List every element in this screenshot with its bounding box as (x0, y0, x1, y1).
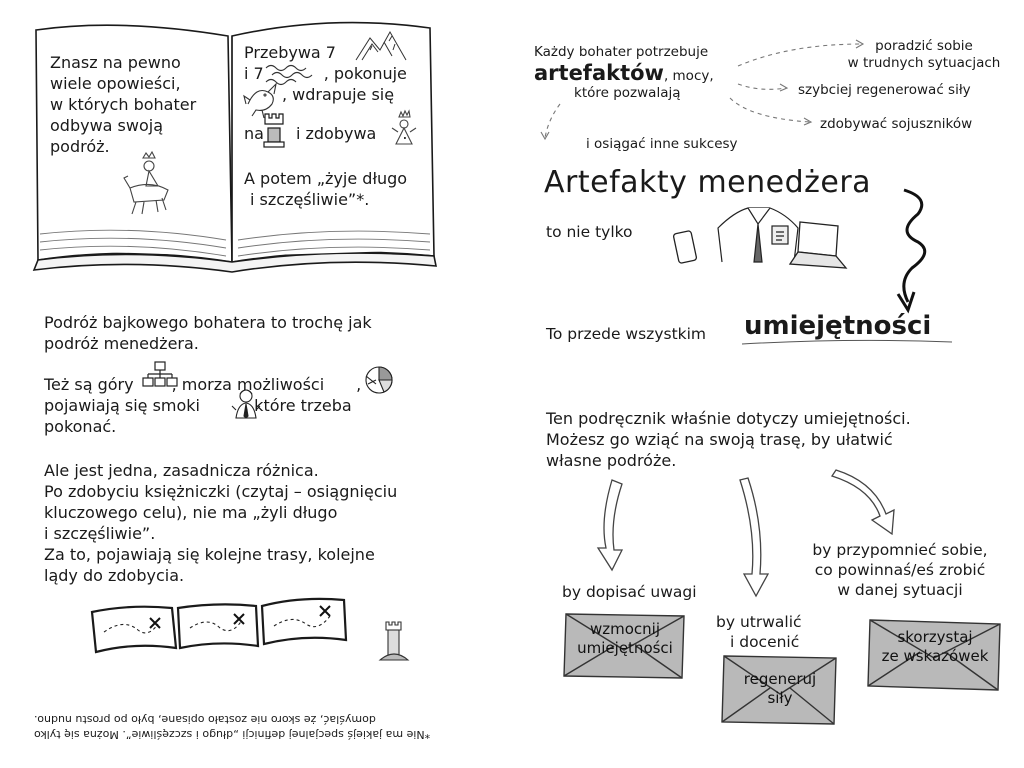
text-line: Za to, pojawiają się kolejne trasy, kolejne (44, 545, 375, 564)
text-line: Podróż bajkowego bohatera to trochę jak (44, 313, 372, 332)
text-line: i szczęśliwie”. (44, 524, 156, 543)
text-line: podróż menedżera. (44, 334, 199, 353)
text-line: wiele opowieści, (50, 74, 181, 93)
text-span: , (356, 375, 362, 394)
text-line: i szczęśliwie”*. (250, 190, 370, 209)
text-line: ze wskazówek (881, 647, 989, 665)
text-span: Też są góry (44, 375, 134, 394)
text-line: własne podróże. (546, 451, 677, 470)
benefit-2: szybciej regenerować siły (798, 82, 971, 98)
text-line: w danej sytuacji (837, 581, 963, 599)
text-line: podróż. (50, 137, 110, 156)
text-line (244, 84, 424, 105)
text-line: Każdy bohater potrzebuje (534, 44, 709, 60)
text-line (534, 61, 754, 85)
text-line: odbywa swoją (50, 116, 164, 135)
text-line: by utrwalić (716, 613, 802, 631)
text-line: Po zdobyciu księżniczki (czytaj – osiągnięciu (44, 482, 398, 501)
benefit-1 (834, 38, 1014, 72)
text-span: . (402, 124, 408, 143)
text-line: i docenić (730, 633, 800, 651)
heading-artefakty-menedzera: Artefakty menedżera (544, 165, 872, 200)
envelope-label-3 (870, 628, 1000, 666)
text-span: , morza możliwości (171, 375, 325, 394)
text-line: Przebywa 7 (244, 43, 336, 62)
text-line (244, 123, 424, 144)
text-line: A potem „żyje długo (244, 169, 408, 188)
text-line (44, 395, 444, 416)
text-line: siły (767, 689, 793, 707)
text-span: i 7 (244, 64, 264, 83)
text-span: pojawiają się smoki (44, 396, 200, 415)
text-span: i zdobywa (295, 124, 377, 143)
handbook-paragraph (546, 408, 986, 471)
text-line: w trudnych sytuacjach (847, 55, 1001, 71)
text-line (44, 374, 444, 395)
phone-icon (673, 230, 697, 263)
squiggle-arrow-icon (898, 190, 925, 310)
paragraph-3 (44, 460, 444, 586)
text-line: Ten podręcznik właśnie dotyczy umiejętności. (546, 409, 911, 428)
emphasis-skills: umiejętności (744, 311, 932, 341)
paragraph-2 (44, 374, 444, 437)
text-line: by przypomnieć sobie, (812, 541, 988, 559)
text-line: wzmocnij (589, 620, 661, 638)
benefit-3: zdobywać sojuszników (820, 116, 973, 132)
text-line: Znasz na pewno (50, 53, 181, 72)
book-right-text (244, 42, 424, 210)
branch-label-2 (716, 612, 802, 652)
text-line: regeneruj (743, 670, 817, 688)
text-line: pokonać. (44, 417, 117, 436)
text-line: w których bohater (50, 95, 197, 114)
paragraph-1 (44, 312, 444, 354)
text-line: *Nie ma jakiejś specjalnej definicji „długo i szczęśliwie”. Można się tylko (34, 728, 431, 741)
text-line (244, 63, 424, 84)
text-line: poradzić sobie (875, 38, 973, 54)
envelope-label-2 (724, 670, 836, 708)
castle-tower-icon (380, 622, 408, 660)
text-line: domyślać, że skoro nie zostało opisane, było po prostu nudno. (34, 713, 376, 726)
text-line: lądy do zdobycia. (44, 566, 185, 585)
text-line: co powinnaś/eś zrobić (814, 561, 986, 579)
book-left-text (50, 52, 225, 157)
text-span: na (244, 124, 264, 143)
text-line: Możesz go wziąć na swoją trasę, by ułatwić (546, 430, 893, 449)
text-line: które pozwalają (574, 85, 681, 101)
text-span: , które trzeba (244, 396, 352, 415)
text-line: Ale jest jedna, zasadnicza różnica. (44, 461, 319, 480)
text-line: kluczowego celu), nie ma „żyli długo (44, 503, 338, 522)
footnote-upside-down (34, 712, 454, 742)
text-span: , pokonuje (323, 64, 407, 83)
text-span: , wdrapuje się (282, 85, 395, 104)
shirt-badge-icon (718, 208, 798, 262)
text-span: , mocy, (663, 68, 714, 84)
branch-label-1: by dopisać uwagi (562, 583, 697, 601)
envelope-label-1 (566, 620, 684, 658)
emphasis-artefakty: artefaktów (534, 61, 664, 85)
text-not-only: to nie tylko (546, 223, 633, 241)
text-above-all: To przede wszystkim (546, 325, 707, 343)
text-line: skorzystaj (897, 628, 973, 646)
branch-label-3 (800, 540, 1000, 600)
text-line: umiejętności (577, 639, 673, 657)
benefit-4: i osiągać inne sukcesy (586, 136, 738, 152)
intro-block (534, 44, 754, 102)
